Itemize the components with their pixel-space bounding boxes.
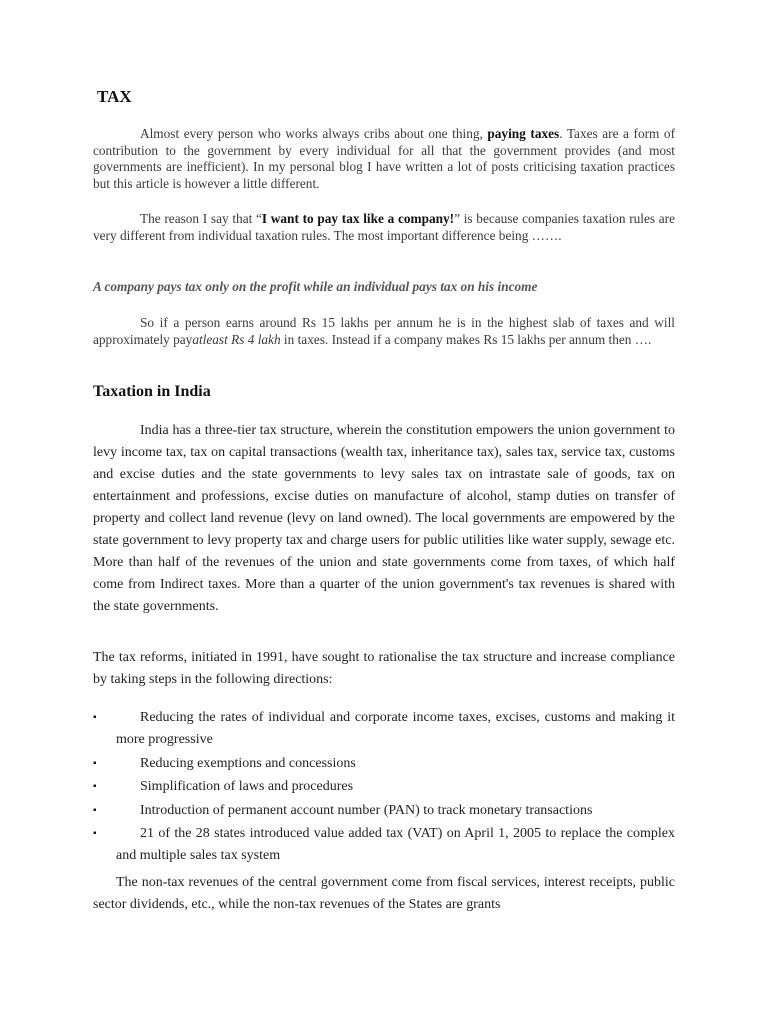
document-title: TAX — [97, 87, 132, 106]
intro-p3-text: So if a person earns around Rs 15 lakhs per annum he is in the highest slab of taxes and will approximately pay — [93, 315, 675, 347]
intro-paragraph-1 — [93, 126, 675, 193]
list-item — [93, 800, 675, 822]
intro-paragraph-3 — [93, 315, 675, 348]
intro-p3-italic: atleast Rs 4 lakh — [192, 331, 281, 347]
intro-p3-text-end: in taxes. Instead if a company makes Rs 15 lakhs per annum then …. — [280, 331, 652, 347]
list-item-text: Simplification of laws and procedures — [140, 779, 354, 794]
list-item — [93, 823, 675, 867]
intro-p2-text-end: ” is because companies taxation rules are very different from individual taxation rules. The most important difference being ……. — [93, 211, 675, 243]
list-item — [93, 707, 675, 751]
list-item — [93, 753, 675, 775]
section-paragraph-3: The non-tax revenues of the central government come from fiscal services, interest receipts, public sector dividends, etc., while the non-tax revenues of the States are grants — [93, 875, 675, 912]
list-item-text: 21 of the 28 states introduced value added tax (VAT) on April 1, 2005 to replace the complex and multiple sales tax system — [116, 826, 675, 863]
square-bullet-icon: ▪ — [93, 804, 97, 816]
reform-bullet-list — [93, 707, 675, 869]
intro-p2-bold: I want to pay tax like a company! — [261, 211, 455, 226]
square-bullet-icon: ▪ — [93, 781, 97, 792]
intro-p1-text-end: . Taxes are a form of contribution to the government by every individual for all that the government provides (and most governments are inefficient). In my personal blog I have written a lot of posts criticising taxation practices but this article is however a little different. — [93, 126, 676, 192]
section-paragraph-1: India has a three-tier tax structure, wherein the constitution empowers the union government to levy income tax, tax on capital transactions (wealth tax, inheritance tax), sales tax, service tax, customs and excise duties and the state governments to levy sales tax on intrastate sale of goods, tax on entertainment and professions, excise duties on manufacture of alcohol, stamp duties on transfer of property and collect land revenue (levy on land owned). The local governments are empowered by the state government to levy property tax and charge users for public utilities like water supply, sewage etc. More than half of the revenues of the union and state governments come from taxes, of which half come from Indirect taxes. More than a quarter of the union government's tax revenues is shared with the state governments. — [93, 423, 675, 614]
square-bullet-icon: ▪ — [93, 712, 97, 723]
intro-p1-bold: paying taxes — [487, 126, 560, 141]
square-bullet-icon: ▪ — [93, 757, 97, 769]
list-item-text: Reducing the rates of individual and corporate income taxes, excises, customs and making it more progressive — [116, 710, 675, 747]
list-item-text: Introduction of permanent account number (PAN) to track monetary transactions — [140, 802, 593, 818]
intro-p1-text: Almost every person who works always cribs about one thing, — [140, 126, 488, 141]
section-heading: Taxation in India — [93, 383, 211, 400]
intro-p2-text: The reason I say that “ — [140, 211, 262, 226]
list-item-text: Reducing exemptions and concessions — [140, 755, 356, 771]
emphasis-line: A company pays tax only on the profit while an individual pays tax on his income — [93, 279, 538, 294]
section-paragraph-2: The tax reforms, initiated in 1991, have sought to rationalise the tax structure and increase compliance by taking steps in the following directions: — [93, 650, 675, 687]
list-item — [93, 776, 675, 798]
intro-paragraph-2 — [93, 211, 675, 244]
square-bullet-icon: ▪ — [93, 828, 97, 839]
